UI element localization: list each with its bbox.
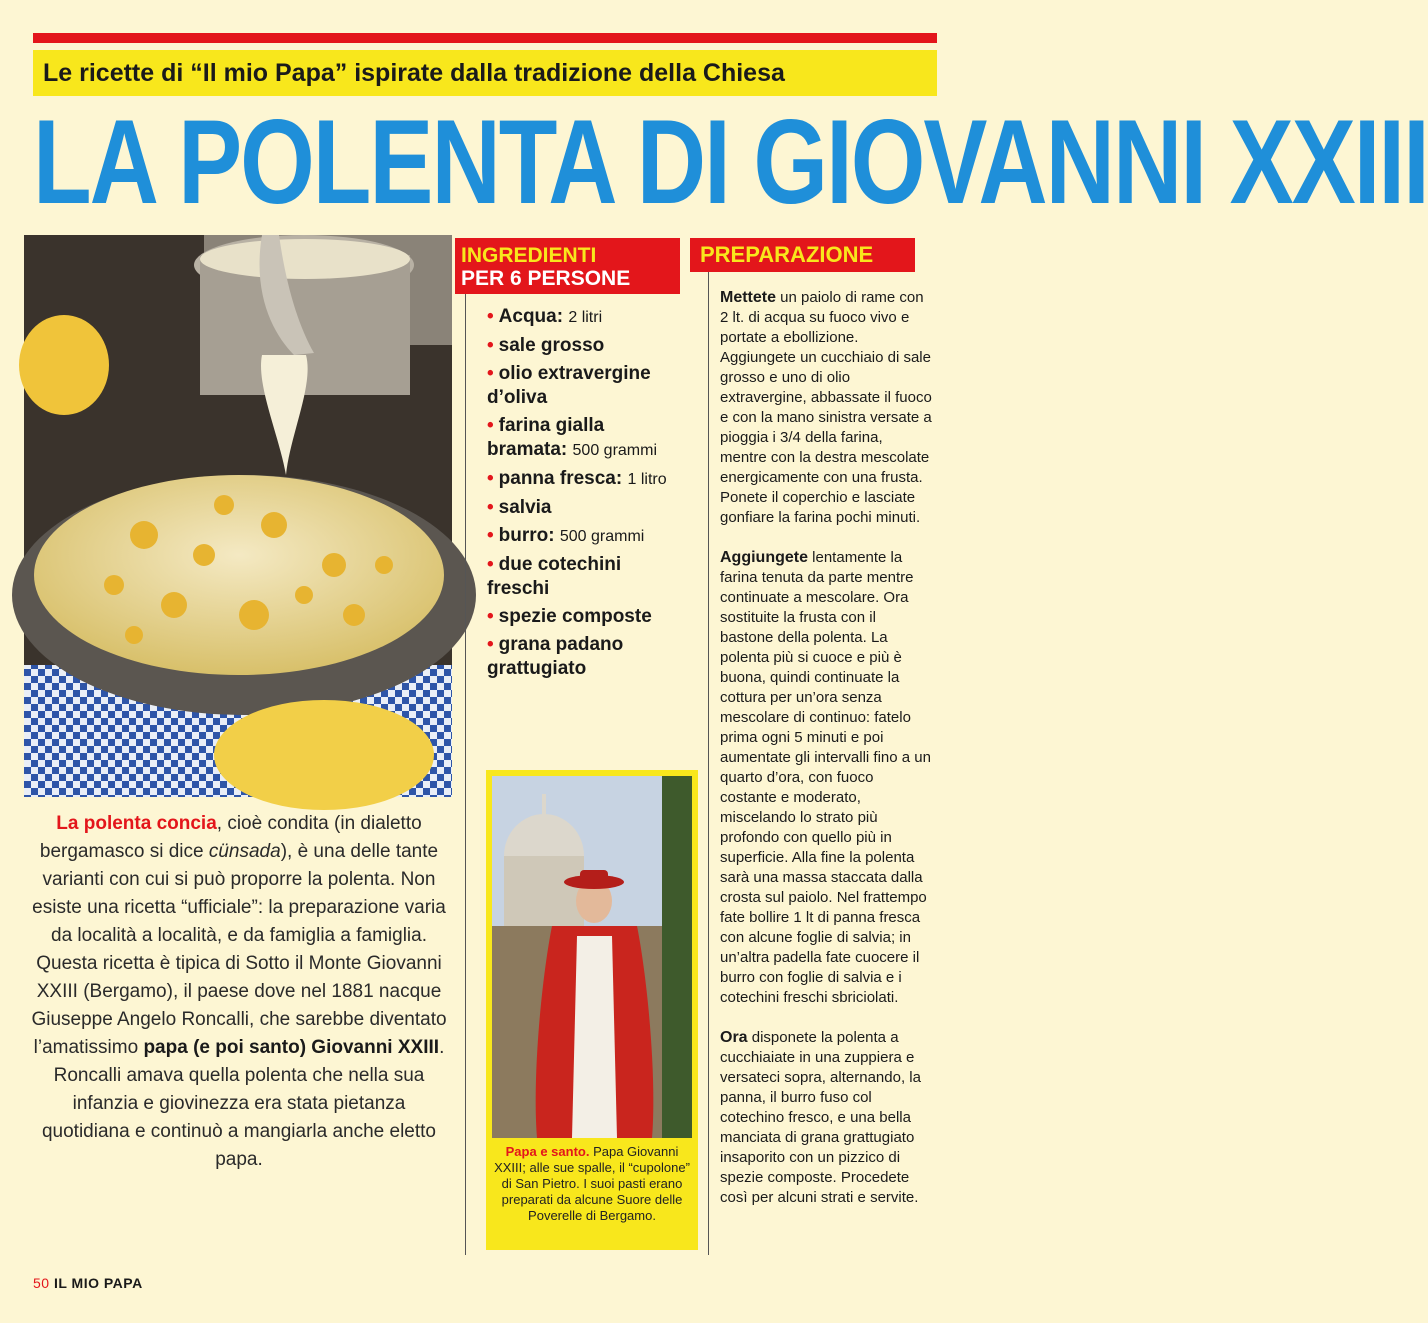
pope-caption-text: Papa Giovanni XXIII; alle sue spalle, il “cupolone” di San Pietro. I suoi pasti erano preparati da alcune Suore delle Poverelle di Bergamo. <box>494 1144 690 1223</box>
bullet-icon: • <box>487 468 494 489</box>
page-footer <box>33 1275 143 1291</box>
column-divider-right <box>708 250 709 1255</box>
ingredient-quantity: 500 grammi <box>559 528 645 545</box>
intro-text-3: . Roncalli amava quella polenta che nella sua infanzia e giovinezza era stata pietanza quotidiana e continuò a mangiarla anche eletto papa. <box>41 1037 445 1170</box>
prep-step-2-lead: Aggiungete <box>720 549 808 566</box>
bullet-icon: • <box>487 606 494 627</box>
ingredients-heading-line2: PER 6 PERSONE <box>461 267 631 290</box>
ingredient-name: olio extravergine d’oliva <box>487 363 651 408</box>
intro-lead: La polenta concia <box>56 813 217 834</box>
preparation-text <box>720 288 932 1228</box>
ingredient-item <box>487 524 687 549</box>
preparation-heading: PREPARAZIONE <box>690 238 915 272</box>
ingredient-name: farina gialla bramata: <box>487 415 605 460</box>
pope-photo <box>492 776 692 1138</box>
bullet-icon: • <box>487 634 494 655</box>
ingredient-name: spezie composte <box>498 606 652 627</box>
bullet-icon: • <box>487 415 494 436</box>
prep-step-3 <box>720 1028 932 1208</box>
bullet-icon: • <box>487 497 494 518</box>
ingredients-heading-line1: INGREDIENTI <box>461 244 597 267</box>
bullet-icon: • <box>487 335 494 356</box>
prep-step-1-lead: Mettete <box>720 289 777 306</box>
ingredient-name: Acqua: <box>498 306 564 327</box>
ingredient-quantity: 1 litro <box>627 471 667 488</box>
intro-paragraph <box>28 810 450 1174</box>
ingredients-heading <box>455 238 680 294</box>
ingredient-item <box>487 467 687 492</box>
ingredient-item <box>487 605 687 629</box>
page-number: 50 <box>33 1275 50 1291</box>
bullet-icon: • <box>487 363 494 384</box>
prep-step-3-lead: Ora <box>720 1029 748 1046</box>
prep-step-2-body: lentamente la farina tenuta da parte mentre continuate a mescolare. Ora sostituite la frusta con il bastone della polenta. La polenta più si cuoce e più è buona, quindi continuate la cottura per un’ora senza mescolare di continuo: fatelo prima ogni 5 minuti e poi aumentate gli intervalli fino a un quarto d’ora, con fuoco costante e moderato, miscelando lo strato più profondo con quello più in superficie. Alla fine la polenta sarà una massa staccata dalla crosta sul paiolo. Nel frattempo fate bollire 1 lt di panna fresca con alcune foglie di salvia; in un’altra padella fate cuocere il burro con foglie di salvia e i cotechini freschi sbriciolati. <box>720 549 931 1006</box>
magazine-name: IL MIO PAPA <box>53 1275 143 1291</box>
ingredient-name: due cotechini freschi <box>487 554 622 599</box>
ingredient-quantity: 2 litri <box>568 309 603 326</box>
ingredient-item <box>487 496 687 520</box>
ingredient-item <box>487 553 687 601</box>
top-red-rule <box>33 33 937 43</box>
pope-caption-lead: Papa e santo. <box>505 1144 590 1159</box>
ingredient-quantity: 500 grammi <box>572 442 658 459</box>
ingredient-name: grana padano grattugiato <box>487 634 624 679</box>
kicker-banner: Le ricette di “Il mio Papa” ispirate dalla tradizione della Chiesa <box>33 50 937 96</box>
bullet-icon: • <box>487 306 494 327</box>
intro-bold-name: papa (e poi santo) Giovanni XXIII <box>143 1037 440 1058</box>
pope-photo-box <box>486 770 698 1250</box>
ingredient-name: burro: <box>498 525 555 546</box>
ingredient-name: panna fresca: <box>498 468 623 489</box>
polenta-photo <box>24 235 452 797</box>
page-title: LA POLENTA DI GIOVANNI XXIII <box>33 95 1428 230</box>
ingredient-name: salvia <box>498 497 552 518</box>
prep-step-2 <box>720 548 932 1008</box>
bullet-icon: • <box>487 525 494 546</box>
intro-dialect-word: cünsada <box>208 841 281 862</box>
ingredient-item <box>487 334 687 358</box>
ingredients-list <box>487 305 687 685</box>
prep-step-1-body: un paiolo di rame con 2 lt. di acqua su fuoco vivo e portate a ebollizione. Aggiungete un cucchiaio di sale grosso e uno di olio extravergine, abbassate il fuoco e con la mano sinistra versate a pioggia i 3/4 della farina, mentre con la destra mescolate energicamente con una frusta. Ponete il coperchio e lasciate gonfiare la farina pochi minuti. <box>720 289 932 526</box>
ingredient-name: sale grosso <box>498 335 605 356</box>
ingredient-item <box>487 305 687 330</box>
ingredient-item <box>487 362 687 410</box>
intro-text-2: ), è una delle tante varianti con cui si può proporre la polenta. Non esiste una ricetta “ufficiale”: la preparazione varia da località a località, e da famiglia a famiglia. Questa ricetta è tipica di Sotto il Monte Giovanni XXIII (Bergamo), il paese dove nel 1881 nacque Giuseppe Angelo Roncalli, che sarebbe diventato l’amatissimo <box>31 841 447 1058</box>
prep-step-1 <box>720 288 932 528</box>
column-divider-left <box>465 250 466 1255</box>
pope-caption <box>492 1144 692 1224</box>
ingredient-item <box>487 414 687 463</box>
ingredient-item <box>487 633 687 681</box>
prep-step-3-body: disponete la polenta a cucchiaiate in una zuppiera e versateci sopra, alternando, la panna, il burro fuso col cotechino fresco, e una bella manciata di grana grattugiato insaporito con un pizzico di spezie composte. Procedete così per alcuni strati e servite. <box>720 1029 921 1206</box>
bullet-icon: • <box>487 554 494 575</box>
intro-text-1: , cioè condita (in dialetto bergamasco si dice <box>39 813 422 862</box>
